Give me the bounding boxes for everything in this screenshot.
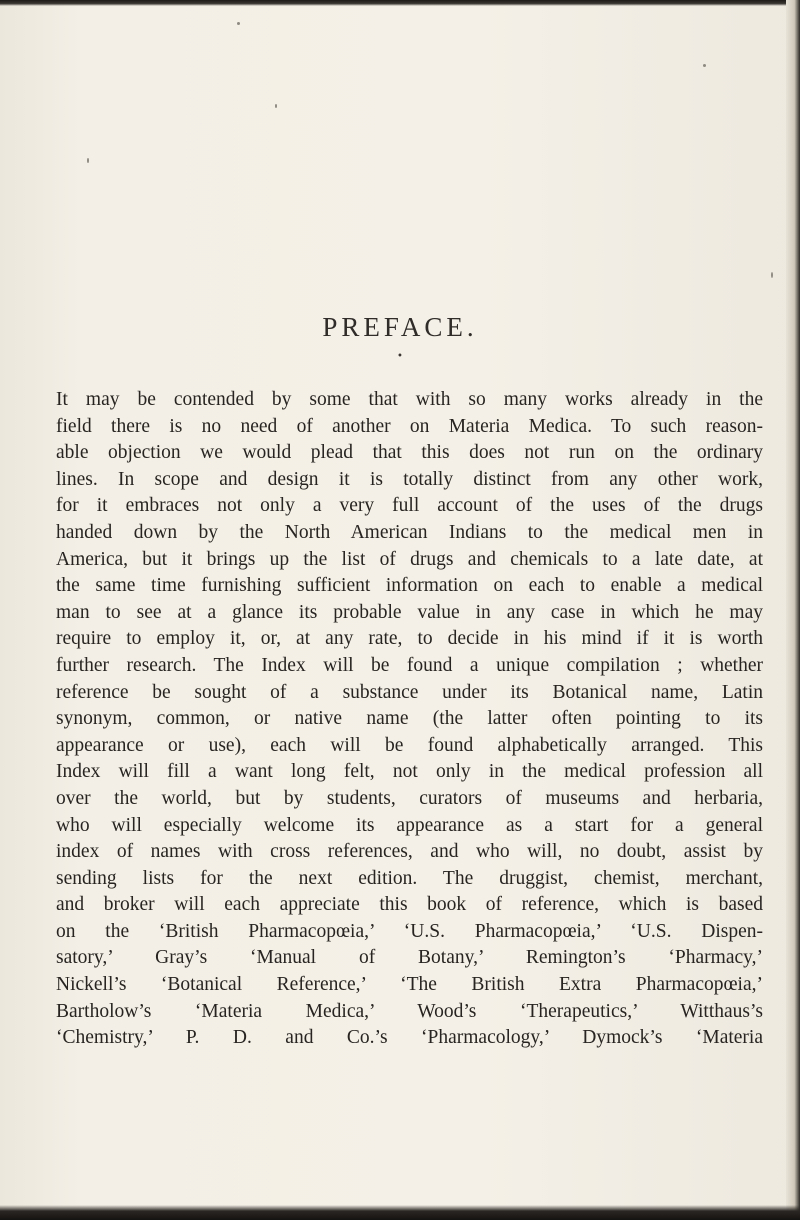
paragraph-line: the same time furnishing sufficient information on each to enable a medical	[56, 575, 763, 597]
paragraph-line: require to employ it, or, at any rate, to decide in his mind if it is worth	[56, 628, 763, 650]
paragraph-line: reference be sought of a substance under its Botanical name, Latin	[56, 681, 763, 703]
paragraph-line: who will especially welcome its appearance as a start for a general	[56, 814, 763, 836]
paragraph-line: handed down by the North American Indians to the medical men in	[56, 521, 763, 543]
paragraph-line: Index will fill a want long felt, not only in the medical profession all	[56, 761, 763, 783]
paragraph-line: appearance or use), each will be found alphabetically arranged. This	[56, 734, 763, 756]
page-bottom-edge	[0, 1205, 800, 1220]
paragraph-line: field there is no need of another on Materia Medica. To such reason-	[56, 415, 763, 437]
paragraph-line: synonym, common, or native name (the latter often pointing to its	[56, 708, 763, 730]
paragraph-line: able objection we would plead that this does not run on the ordinary	[56, 442, 763, 464]
title-ornament: •	[397, 351, 403, 362]
paragraph-line: for it embraces not only a very full account of the uses of the drugs	[56, 495, 763, 517]
paragraph-line: index of names with cross references, and who will, no doubt, assist by	[56, 841, 763, 863]
paragraph-line: on the ‘British Pharmacopœia,’ ‘U.S. Pharmacopœia,’ ‘U.S. Dispen-	[56, 920, 763, 942]
page-title: PREFACE.	[322, 312, 478, 342]
paragraph-line: Bartholow’s ‘Materia Medica,’ Wood’s ‘Therapeutics,’ Witthaus’s	[56, 1000, 763, 1022]
paragraph-line: satory,’ Gray’s ‘Manual of Botany,’ Remington’s ‘Pharmacy,’	[56, 947, 763, 969]
page-top-edge	[0, 0, 800, 6]
paragraph-line: Nickell’s ‘Botanical Reference,’ ‘The British Extra Pharmacopœia,’	[56, 974, 763, 996]
paragraph-line: lines. In scope and design it is totally distinct from any other work,	[56, 468, 763, 490]
paragraph-line: ‘Chemistry,’ P. D. and Co.’s ‘Pharmacology,’ Dymock’s ‘Materia	[56, 1027, 763, 1049]
paragraph-line: and broker will each appreciate this book of reference, which is based	[56, 894, 763, 916]
paragraph-line: further research. The Index will be found a unique compilation ; whether	[56, 654, 763, 676]
paragraph-line: sending lists for the next edition. The druggist, chemist, merchant,	[56, 867, 763, 889]
paper-speck	[275, 104, 277, 108]
paragraph-line: America, but it brings up the list of drugs and chemicals to a late date, at	[56, 548, 763, 570]
paper-speck	[87, 158, 89, 163]
preface-paragraph	[56, 387, 763, 1052]
paper-speck	[703, 64, 706, 67]
paper-speck	[771, 272, 773, 278]
paragraph-line: It may be contended by some that with so many works already in the	[56, 389, 763, 410]
paragraph-line: man to see at a glance its probable value in any case in which he may	[56, 601, 763, 623]
paragraph-line: over the world, but by students, curators of museums and herbaria,	[56, 787, 763, 809]
paper-speck	[237, 22, 240, 25]
page-right-edge	[786, 0, 800, 1220]
